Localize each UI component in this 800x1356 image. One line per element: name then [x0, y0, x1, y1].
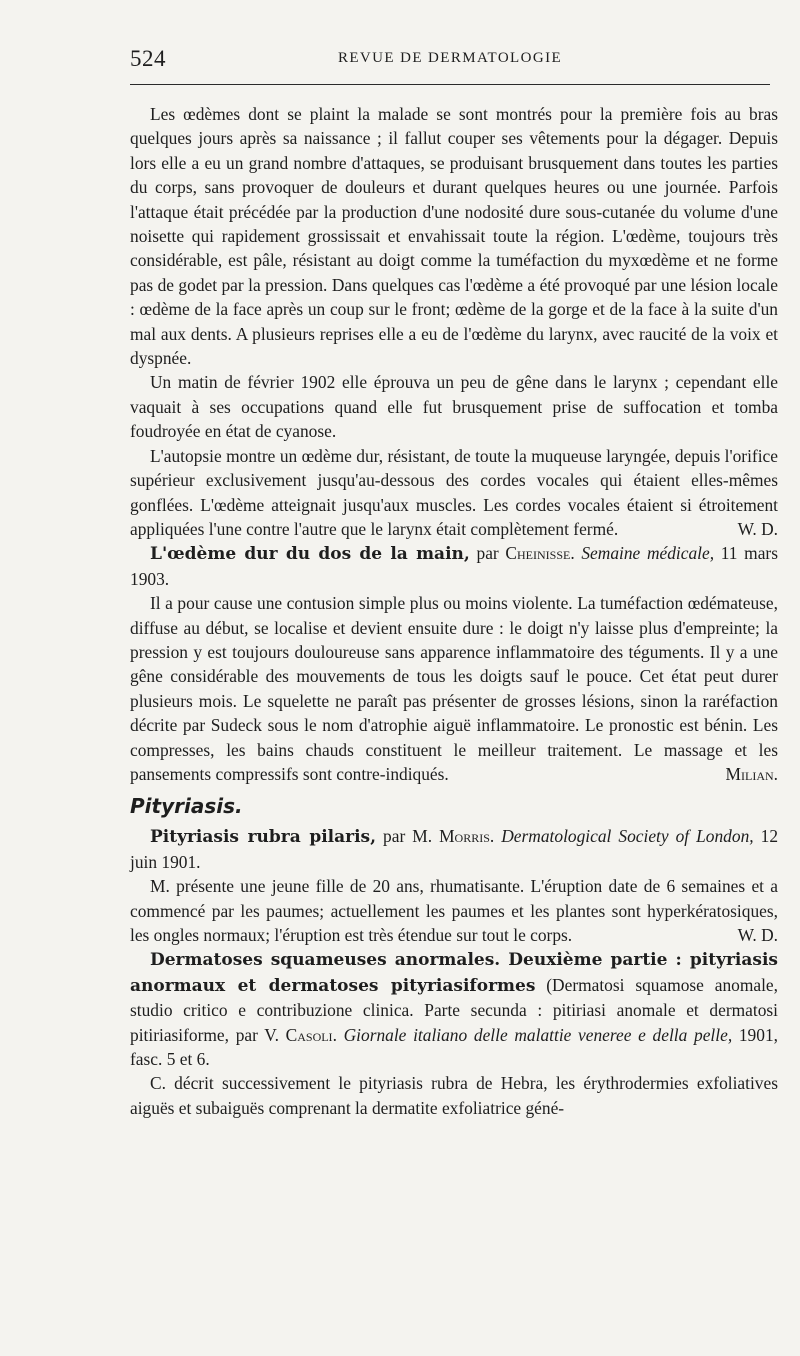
page-body	[130, 102, 778, 1120]
journal-name: Giornale italiano delle malattie veneree e della pelle,	[343, 1024, 733, 1045]
section-heading: Pityriasis.	[130, 794, 243, 819]
publication-date: 1901, fasc. 5 et 6.	[130, 1024, 778, 1070]
journal-name: Dermatological Society of London,	[501, 826, 754, 847]
paragraph-oedeme-body	[130, 591, 778, 786]
paragraph-text: Un matin de février 1902 elle éprouva un peu de gêne dans le larynx ; cependant elle vaquait à ses occupations quand elle fut brusquement prise de suffocation et tomba foudroyée en état de cyanose.	[130, 372, 778, 442]
separator: .	[332, 1024, 344, 1045]
article-author: Morris	[439, 826, 490, 847]
paragraph-text: L'autopsie montre un œdème dur, résistant, de toute la muqueuse laryngée, depuis l'orifice supérieur exclusivement jusqu'au-dessous des cordes vocales qui étaient elles-mêmes gonflées. L'œdème atteignait jusqu'aux muscles. Les cordes vocales étaient si étroitement appliquées l'une contre l'autre que le larynx était complètement fermé.	[130, 445, 778, 539]
publication-date: 12 juin 1901.	[130, 826, 779, 872]
paragraph-autopsy	[130, 444, 778, 542]
paragraph-death	[130, 370, 778, 443]
article-title: Pityriasis rubra pilaris,	[150, 827, 377, 848]
article-author: Casoli	[285, 1024, 333, 1045]
page-header	[130, 44, 770, 78]
article-subtitle: (Dermatosi squamose anomale, studio critico e contribuzione clinica. Parte secunda : pitiriasi anomale et dermatosi pitiriasiforme, par V.	[130, 974, 778, 1045]
paragraph-text: M. présente une jeune fille de 20 ans, rhumatisante. L'éruption date de 6 semaines et a commencé par les paumes; actuellement les paumes et les plantes sont hyperkératosiques, les ongles normaux; l'éruption est très étendue sur tout le corps.	[130, 876, 778, 945]
by-text: par	[469, 543, 506, 564]
separator: .	[570, 543, 582, 564]
signature: W. D.	[737, 925, 778, 945]
signature: W. D.	[737, 518, 778, 539]
article-heading-pityriasis-rubra	[130, 824, 778, 874]
journal-name: Semaine médicale,	[581, 543, 715, 564]
article-heading-oedeme	[130, 541, 778, 591]
article-title: L'œdème dur du dos de la main,	[150, 544, 470, 565]
signature: Milian.	[725, 763, 778, 784]
page-number: 524	[130, 46, 166, 71]
article-author: Cheinisse	[505, 543, 571, 564]
running-title: REVUE DE DERMATOLOGIE	[337, 50, 563, 66]
publication-date: 11 mars 1903.	[130, 543, 778, 589]
article-title: Dermatoses squameuses anormales. Deuxième partie : pityriasis anormaux et dermatoses pityriasiformes	[130, 950, 778, 996]
paragraph-text: C. décrit successivement le pityriasis rubra de Hebra, les érythrodermies exfoliatives aiguës et subaiguës comprenant la dermatite exfoliatrice géné-	[130, 1073, 778, 1118]
separator: .	[489, 826, 502, 847]
paragraph-text: Les œdèmes dont se plaint la malade se sont montrés pour la première fois au bras quelques jours après sa naissance ; il fallut couper ses vêtements pour la dégager. Depuis lors elle a eu un grand nombre d'attaques, se produisant brusquement dans toutes les parties du corps, sans provoquer de douleurs et durant quelques heures ou une journée. Parfois l'attaque était précédée par la production d'une nodosité dure sous-cutanée du volume d'une noisette qui rapidement grossissait et envahissait toute la région. L'œdème, toujours très considérable, est pâle, résistant au doigt comme la tuméfaction du myxœdème et ne forme pas de godet par la pression. Dans quelques cas l'œdème a été provoqué par une lésion locale : œdème de la face après un coup sur le front; œdème de la gorge et de la face à la suite d'un mal aux dents. A plusieurs reprises elle a eu de l'œdème du larynx, avec raucité de la voix et dyspnée.	[130, 104, 778, 369]
header-rule	[130, 84, 770, 85]
article-heading-dermatoses	[130, 947, 778, 1071]
by-text: par M.	[376, 826, 440, 847]
paragraph-morris-case	[130, 874, 778, 947]
paragraph-casoli-body	[130, 1071, 778, 1120]
paragraph-case-history	[130, 102, 778, 370]
paragraph-text: Il a pour cause une contusion simple plus ou moins violente. La tuméfaction œdémateuse, diffuse au début, se localise et devient ensuite dure : le doigt n'y laisse plus d'empreinte; la pression y est toujours douloureuse sans apparence inflammatoire des téguments. Il y a une gêne considérable des mouvements de tous les doigts sauf le pouce. Cet état peut durer plusieurs mois. Le squelette ne paraît pas présenter de grosses lésions, sinon la raréfaction décrite par Sudeck sous le nom d'atrophie aiguë inflammatoire. Le pronostic est bénin. Les compresses, les bains chauds constituent le meilleur traitement. Le massage et les pansements compressifs sont contre-indiqués.	[130, 593, 778, 784]
